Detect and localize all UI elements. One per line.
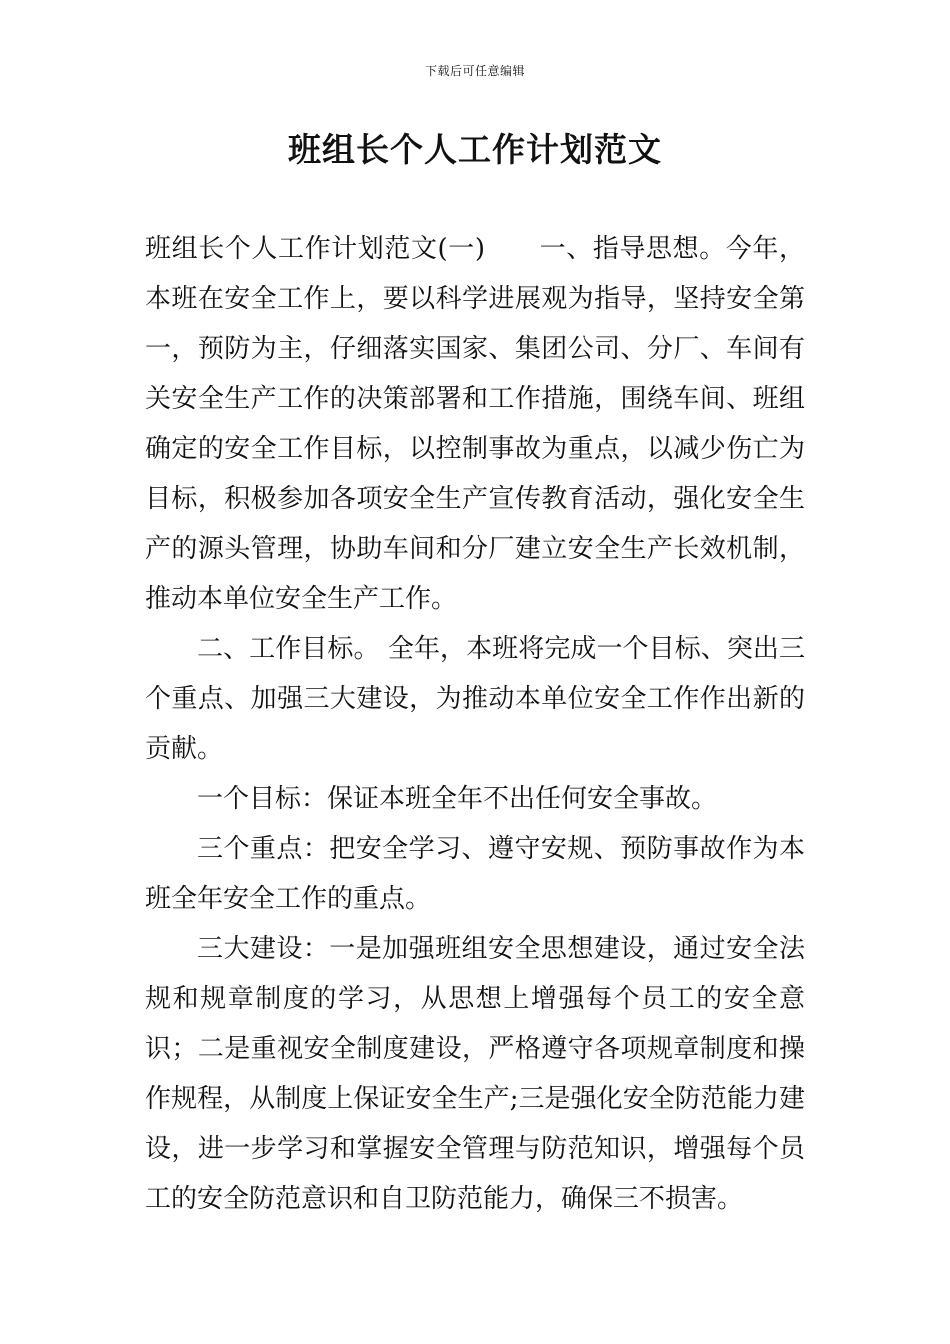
paragraph-5: 三大建设：一是加强班组安全思想建设，通过安全法规和规章制度的学习，从思想上增强每个员工的安全意识；二是重视安全制度建设，严格遵守各项规章制度和操作规程，从制度上保证安全生产;三是强化安全防范能力建设，进一步学习和掌握安全管理与防范知识，增强每个员工的安全防范意识和自卫防范能力，确保三不损害。 — [145, 934, 805, 1214]
document-title: 班组长个人工作计划范文 — [288, 130, 662, 169]
header-note: 下载后可任意编辑 — [424, 64, 525, 78]
paragraph-3: 一个目标：保证本班全年不出任何安全事故。 — [197, 784, 718, 814]
paragraph-2: 二、工作目标。 全年，本班将完成一个目标、突出三个重点、加强三大建设，为推动本单位安全工作作出新的贡献。 — [145, 634, 805, 764]
document-body — [145, 224, 805, 1224]
intro-heading: 班组长个人工作计划范文(一) — [145, 234, 486, 264]
paragraph-1 — [145, 224, 805, 624]
paragraph-4: 三个重点：把安全学习、遵守安规、预防事故作为本班全年安全工作的重点。 — [145, 834, 805, 914]
paragraph-1-text: 一、指导思想。今年，本班在安全工作上，要以科学进展观为指导，坚持安全第一，预防为主，仔细落实国家、集团公司、分厂、车间有关安全生产工作的决策部署和工作措施，围绕车间、班组确定的安全工作目标，以控制事故为重点，以减少伤亡为目标，积极参加各项安全生产宣传教育活动，强化安全生产的源头管理，协助车间和分厂建立安全生产长效机制，推动本单位安全生产工作。 — [145, 234, 805, 614]
